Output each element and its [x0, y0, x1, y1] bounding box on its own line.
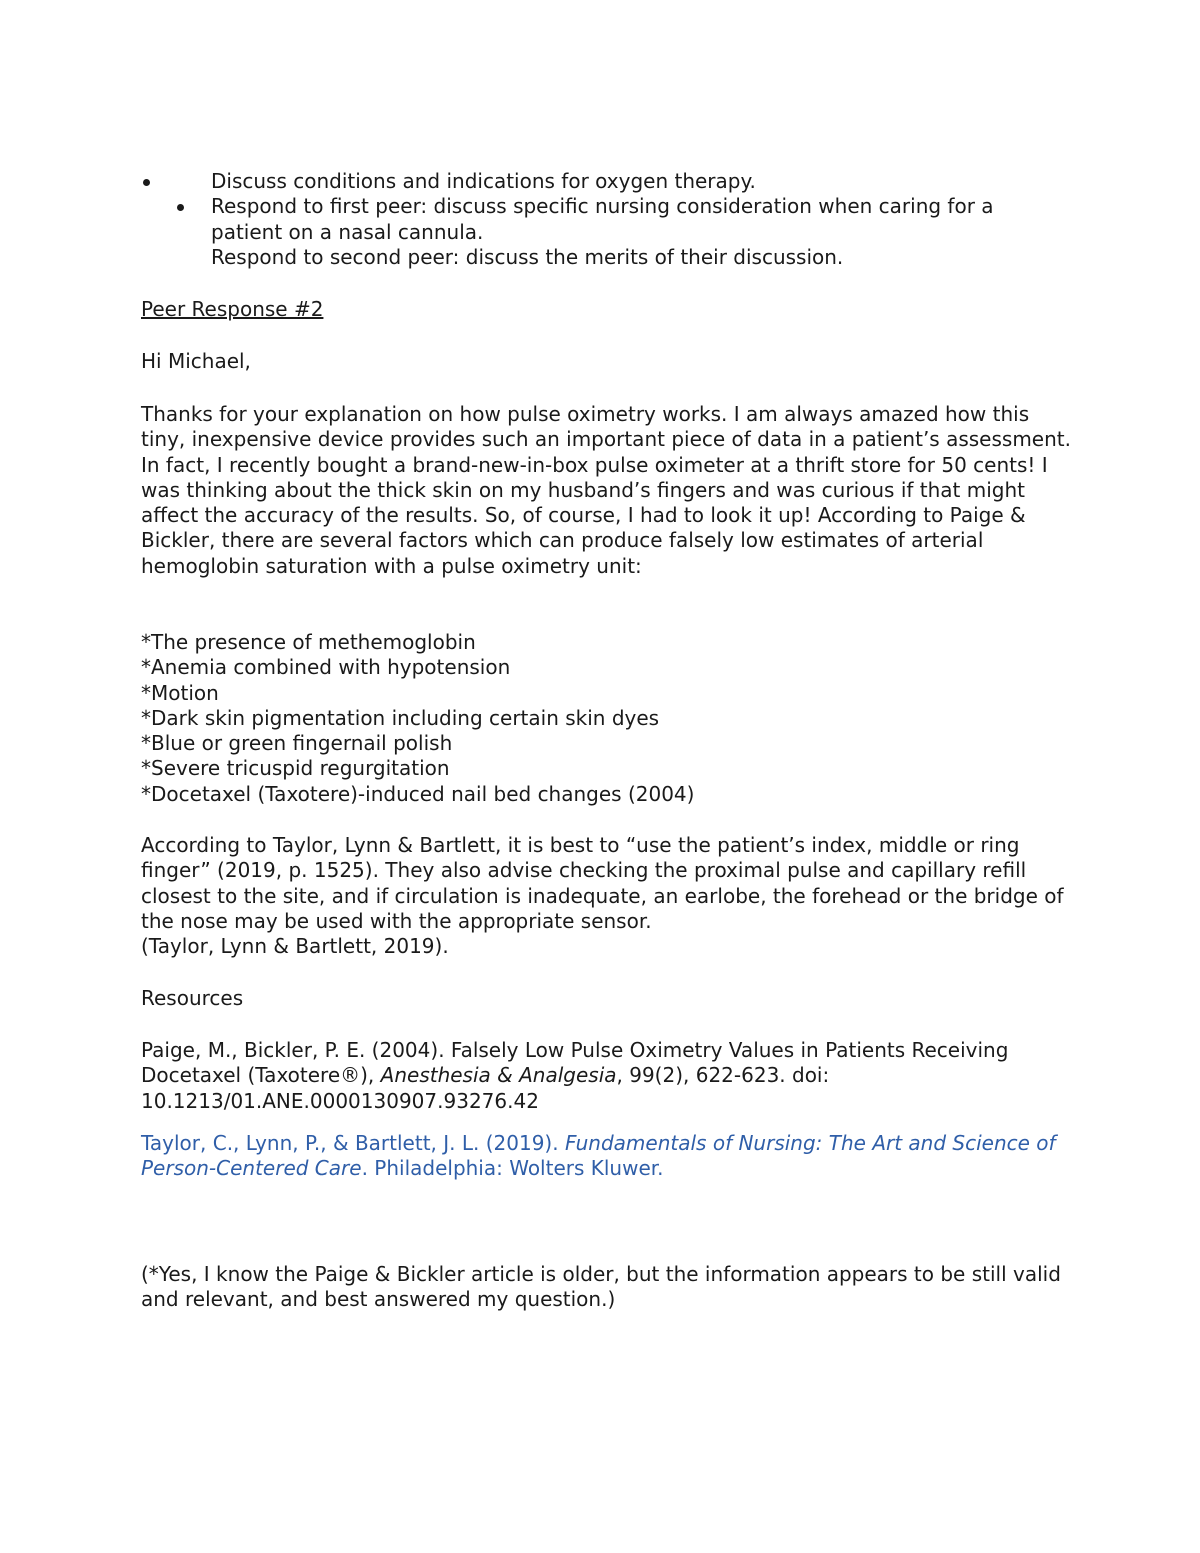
paragraph-taylor-text: According to Taylor, Lynn & Bartlett, it is best to “use the patient’s index, middle or ring finger” (2019, p. 1525). They also advise checking the proximal pulse and capillary refill closest to the site, and if circulation is inadequate, an earlobe, the forehead or the bridge of the nose may be used with the appropriate sensor.	[141, 833, 1064, 933]
reference-taylor	[141, 1131, 1071, 1182]
factor-item: *Docetaxel (Taxotere)-induced nail bed changes (2004)	[141, 781, 695, 806]
paragraph-taylor	[141, 833, 1071, 959]
bullet-text-line-1: Respond to first peer: discuss specific nursing consideration when caring for a	[211, 194, 994, 219]
reference-paige	[141, 1038, 1071, 1114]
bullet-text: Discuss conditions and indications for oxygen therapy.	[211, 169, 756, 193]
resources-label: Resources	[141, 986, 244, 1010]
factor-item: *Anemia combined with hypotension	[141, 655, 511, 680]
reference-taylor-prefix: Taylor, C., Lynn, P., & Bartlett, J. L. (2019).	[141, 1131, 565, 1155]
greeting: Hi Michael,	[141, 349, 251, 373]
factor-item: *Motion	[141, 680, 219, 705]
bullet-icon	[143, 179, 150, 186]
list-continuation: Respond to second peer: discuss the merits of their discussion.	[211, 244, 844, 269]
reference-paige-suffix: , 99(2), 622-623. doi: 10.1213/01.ANE.0000130907.93276.42	[141, 1063, 830, 1113]
reference-paige-journal: Anesthesia & Analgesia	[380, 1063, 617, 1088]
paragraph-taylor-citation: (Taylor, Lynn & Bartlett, 2019).	[141, 934, 449, 959]
bullet-icon	[177, 204, 184, 211]
factor-item: *Severe tricuspid regurgitation	[141, 756, 450, 781]
reference-paige-prefix: Paige, M., Bickler, P. E. (2004). Falsely Low Pulse Oximetry Values in Patients Receiving Docetaxel (Taxotere®),	[141, 1038, 1009, 1088]
reference-taylor-title: Fundamentals of Nursing: The Art and Science of Person-Centered Care	[141, 1131, 1056, 1181]
footnote: (*Yes, I know the Paige & Bickler article is older, but the information appears to be still valid and relevant, and best answered my question.)	[141, 1262, 1061, 1312]
factor-item: *Dark skin pigmentation including certain skin dyes	[141, 705, 660, 730]
factor-item: *Blue or green fingernail polish	[141, 731, 453, 756]
list-item	[141, 194, 1071, 245]
section-heading: Peer Response #2	[141, 297, 324, 321]
list-item	[141, 169, 1071, 194]
bullet-text-line-2: patient on a nasal cannula.	[211, 219, 484, 244]
reference-taylor-suffix: . Philadelphia: Wolters Kluwer.	[361, 1156, 664, 1181]
assignment-bullet-list	[141, 169, 1071, 270]
paragraph-intro: Thanks for your explanation on how pulse oximetry works. I am always amazed how this tiny, inexpensive device provides such an important piece of data in a patient’s assessment. In fact, I recently bought a brand-new-in-box pulse oximeter at a thrift store for 50 cents! I was thinking about the thick skin on my husband’s fingers and was curious if that might affect the accuracy of the results. So, of course, I had to look it up! According to Paige & Bickler, there are several factors which can produce falsely low estimates of arterial hemoglobin saturation with a pulse oximetry unit:	[141, 402, 1071, 578]
factor-item: *The presence of methemoglobin	[141, 630, 476, 654]
factor-list	[141, 630, 1071, 807]
